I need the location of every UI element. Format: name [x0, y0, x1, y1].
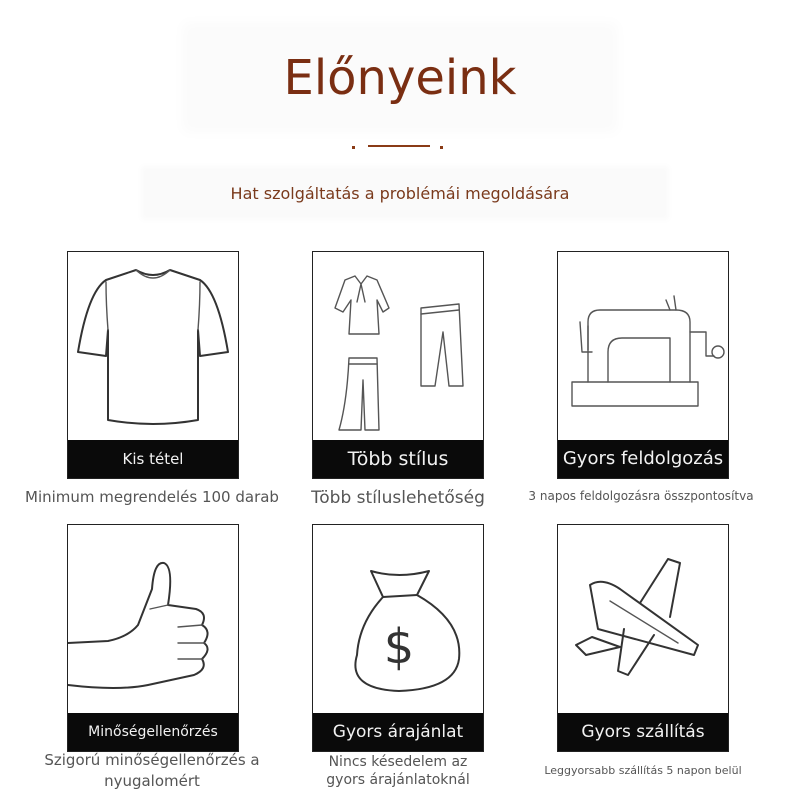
feature-description-line: Szigorú minőségellenőrzés a	[44, 751, 260, 769]
feature-label: Gyors árajánlat	[313, 713, 483, 751]
sewing-machine-icon	[558, 252, 728, 440]
feature-card-quality-control	[67, 524, 239, 752]
page-subtitle: Hat szolgáltatás a problémái megoldására	[230, 184, 570, 203]
feature-description	[263, 753, 533, 789]
feature-card-fast-processing	[557, 251, 729, 479]
feature-description-line: nyugalomért	[104, 772, 200, 790]
tshirt-icon	[68, 252, 238, 440]
feature-description: Több stíluslehetőség	[311, 488, 485, 508]
feature-description: Minimum megrendelés 100 darab	[25, 488, 279, 506]
thumbs-up-icon	[68, 525, 238, 713]
feature-description	[17, 750, 287, 792]
feature-label: Gyors szállítás	[558, 713, 728, 751]
feature-card-small-batch	[67, 251, 239, 479]
page-title: Előnyeink	[283, 50, 517, 106]
feature-card-multiple-styles	[312, 251, 484, 479]
feature-label: Több stílus	[313, 440, 483, 478]
feature-card-fast-shipping	[557, 524, 729, 752]
feature-description: Leggyorsabb szállítás 5 napon belül	[544, 764, 742, 777]
svg-text:$: $	[383, 619, 415, 675]
feature-description-line: Nincs késedelem az	[328, 754, 468, 770]
feature-description-line: gyors árajánlatoknál	[326, 772, 470, 788]
feature-label: Minőségellenőrzés	[68, 713, 238, 751]
feature-label: Kis tétel	[68, 440, 238, 478]
clothing-styles-icon	[313, 252, 483, 440]
airplane-icon	[558, 525, 728, 713]
feature-description: 3 napos feldolgozásra összpontosítva	[528, 489, 754, 503]
feature-card-quick-quote	[312, 524, 484, 752]
money-bag-icon	[313, 525, 483, 713]
title-divider	[352, 143, 446, 149]
feature-label: Gyors feldolgozás	[558, 440, 728, 478]
